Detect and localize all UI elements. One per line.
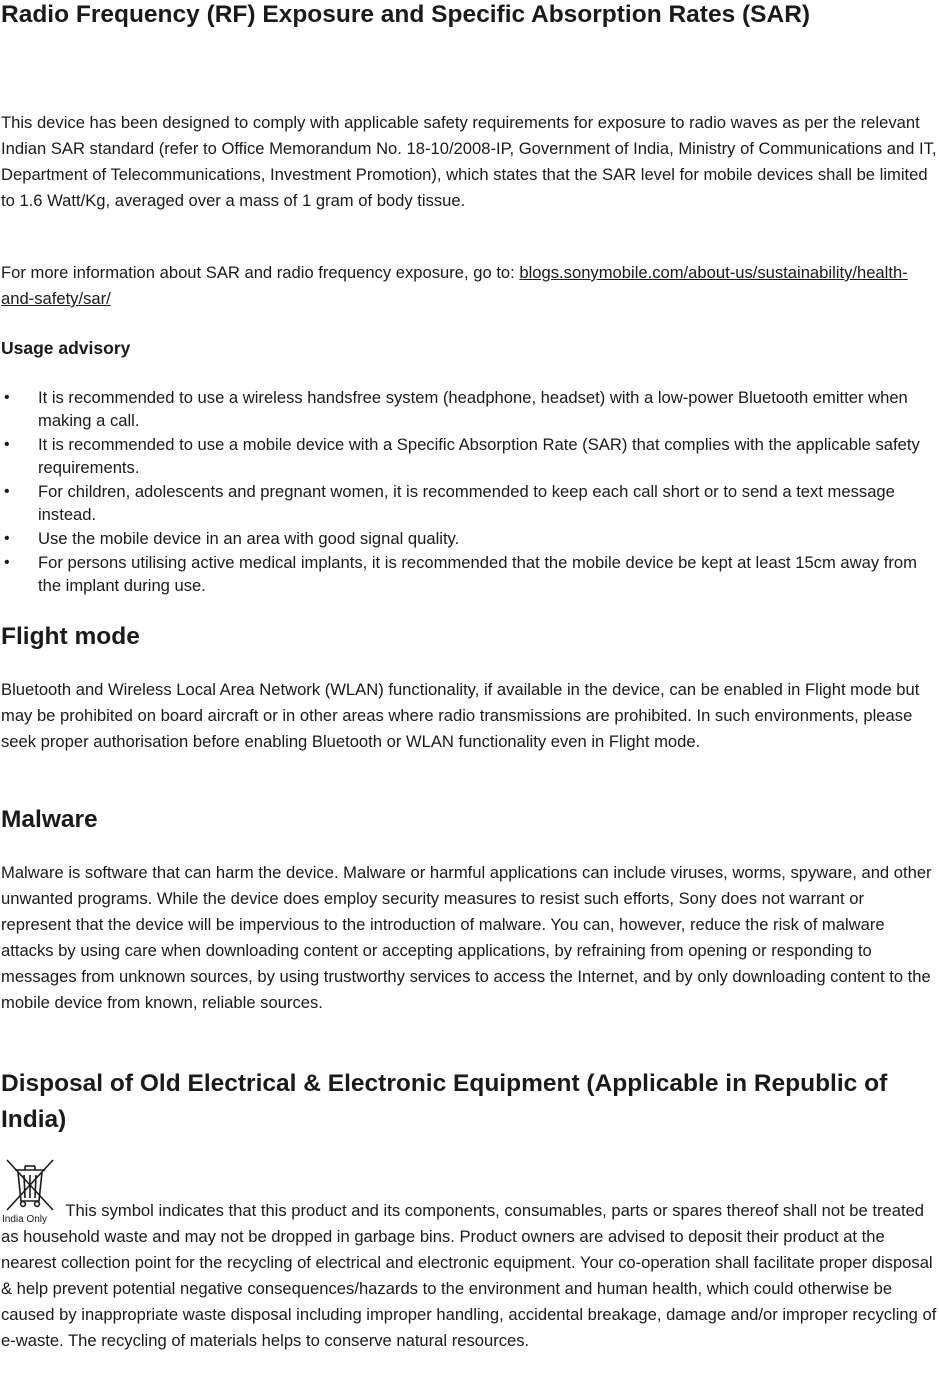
more-info-text: For more information about SAR and radio frequency exposure, go to: xyxy=(1,263,520,282)
usage-advisory-heading: Usage advisory xyxy=(1,338,131,358)
malware-heading: Malware xyxy=(1,806,98,833)
disposal-body: This symbol indicates that this product and its components, consumables, parts or spares thereof shall not be treated as household waste and may not be dropped in garbage bins. Product owners are advised to deposit their product at the nearest collection point for the recycling of electrical and electronic equipment. Your co-operation shall facilitate proper disposal & help prevent potential negative consequences/hazards to the environment and human health, which could otherwise be caused by inappropriate waste disposal including improper handling, accidental breakage, damage and/or improper recycling of e-waste. The recycling of materials helps to conserve natural resources. xyxy=(1,1201,937,1350)
bullet-icon: • xyxy=(4,554,10,571)
list-item: • It is recommended to use a mobile device with a Specific Absorption Rate (SAR) that complies with the applicable safety requirements. xyxy=(4,435,920,477)
intro-paragraph: This device has been designed to comply with applicable safety requirements for exposure to radio waves as per the relevant Indian SAR standard (refer to Office Memorandum No. 18-10/2008-IP, Government of India, Ministry of Communications and IT, Department of Telecommunications, Investment Promotion), which states that the SAR level for mobile devices shall be limited to 1.6 Watt/Kg, averaged over a mass of 1 gram of body tissue. xyxy=(1,113,937,210)
bullet-icon: • xyxy=(4,389,10,406)
india-only-label: India Only xyxy=(2,1214,48,1224)
flight-mode-paragraph: Bluetooth and Wireless Local Area Network (WLAN) functionality, if available in the device, can be enabled in Flight mode but may be prohibited on board aircraft or in other areas where radio transmissions are prohibited. In such environments, please seek proper authorisation before enabling Bluetooth or WLAN functionality even in Flight mode. xyxy=(1,680,920,751)
page-title: Radio Frequency (RF) Exposure and Specific Absorption Rates (SAR) xyxy=(1,1,811,28)
sar-info-link[interactable]: blogs.sonymobile.com/about-us/sustainability/health-and-safety/sar/ xyxy=(1,263,908,308)
bullet-icon: • xyxy=(4,436,10,453)
list-item: • For persons utilising active medical implants, it is recommended that the mobile device be kept at least 15cm away from the implant during use. xyxy=(4,553,917,595)
flight-mode-heading: Flight mode xyxy=(1,623,140,650)
bullet-icon: • xyxy=(4,483,10,500)
more-info-paragraph xyxy=(1,260,938,312)
malware-paragraph: Malware is software that can harm the device. Malware or harmful applications can include viruses, worms, spyware, and other unwanted programs. While the device does employ security measures to resist such efforts, Sony does not warrant or represent that the device will be impervious to the introduction of malware. You can, however, reduce the risk of malware attacks by using care when downloading content or accepting applications, by refraining from opening or responding to messages from unknown sources, by using trustworthy services to access the Internet, and by only downloading content to the mobile device from known, reliable sources. xyxy=(1,863,932,1012)
bullet-icon: • xyxy=(4,530,10,547)
list-item: • For children, adolescents and pregnant women, it is recommended to keep each call short or to send a text message instead. xyxy=(4,482,895,524)
list-item: • It is recommended to use a wireless handsfree system (headphone, headset) with a low-power Bluetooth emitter when making a call. xyxy=(4,388,908,430)
usage-advisory-list xyxy=(1,386,938,598)
disposal-paragraph xyxy=(1,1156,938,1354)
crossed-out-bin-icon xyxy=(1,1156,59,1224)
list-item: • Use the mobile device in an area with good signal quality. xyxy=(4,529,460,548)
disposal-heading: Disposal of Old Electrical & Electronic Equipment (Applicable in Republic of India) xyxy=(1,1070,888,1133)
